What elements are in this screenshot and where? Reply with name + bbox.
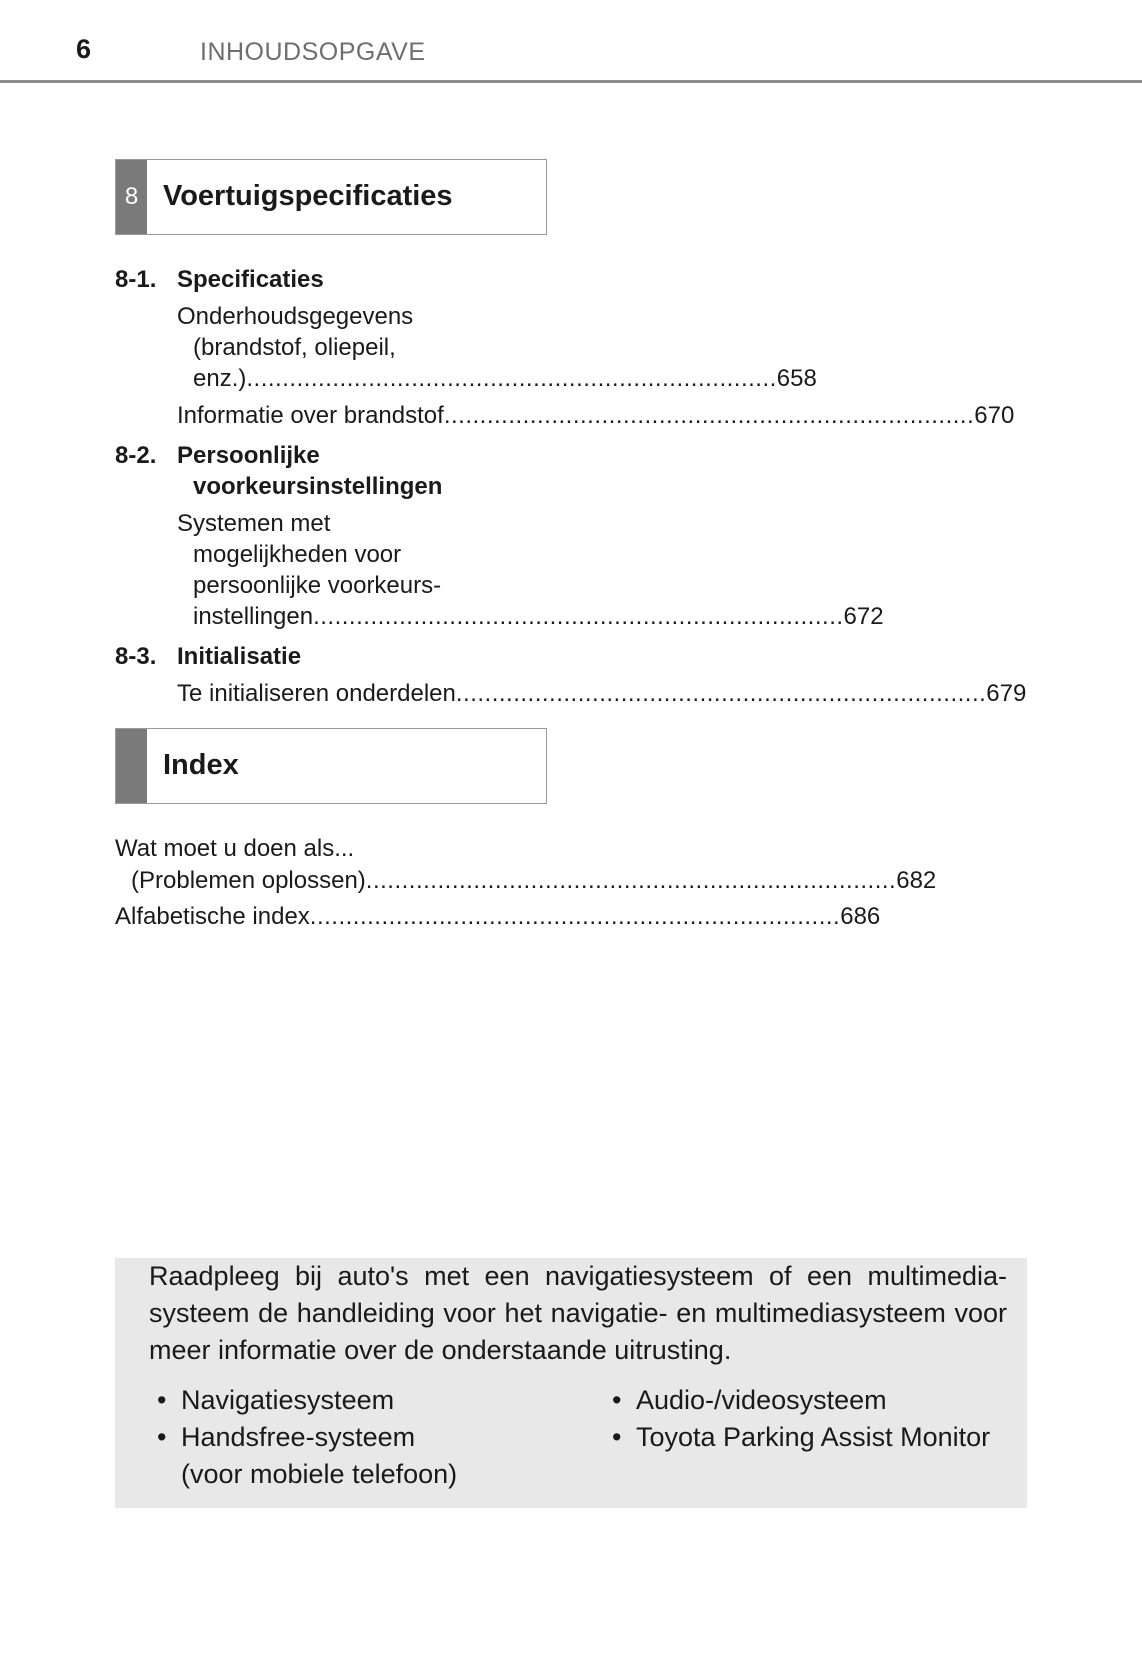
toc-entry-text: Informatie over brandstof (177, 402, 444, 429)
bullet-marker: • (157, 1422, 167, 1452)
bullet-item-continuation: (voor mobiele telefoon) (181, 1459, 458, 1489)
section-heading-voertuigspecificaties (115, 159, 547, 235)
toc-subsection-number: 8-1. (115, 266, 157, 293)
toc-page-number: 682 (896, 867, 937, 894)
toc-entry-text[interactable]: Wat moet u doen als... (115, 835, 355, 862)
dot-leader: .......................................................................... (313, 603, 844, 630)
toc-entry-text[interactable]: persoonlijke voorkeurs- (193, 572, 442, 599)
toc-entry[interactable] (115, 902, 881, 932)
toc-entry-text[interactable]: Systemen met (177, 510, 331, 537)
toc-entry-text: Alfabetische index (115, 903, 310, 930)
dot-leader: .......................................................................... (246, 365, 777, 392)
toc-entry[interactable] (193, 364, 817, 394)
bullet-item: Handsfree-systeem (181, 1422, 416, 1452)
section-heading-index (115, 728, 547, 804)
toc-subsection-title[interactable]: Persoonlijke (177, 442, 320, 469)
toc-entry[interactable] (177, 679, 1027, 709)
toc-subsection-title[interactable]: Initialisatie (177, 643, 302, 670)
toc-entry[interactable] (177, 401, 1015, 431)
toc-subsection-title[interactable]: Specificaties (177, 266, 324, 293)
toc-subsection-number: 8-2. (115, 442, 157, 469)
bullet-item: Navigatiesysteem (181, 1385, 395, 1415)
toc-entry[interactable] (193, 602, 884, 632)
toc-page-number: 670 (974, 402, 1015, 429)
toc-page-number: 686 (840, 903, 881, 930)
toc-entry-text[interactable]: Onderhoudsgegevens (177, 303, 414, 330)
bullet-marker: • (612, 1422, 622, 1452)
toc-page-number: 679 (986, 680, 1027, 707)
dot-leader: .......................................................................... (443, 402, 975, 429)
bullet-item: Audio-/videosysteem (636, 1385, 887, 1415)
bullet-item: Toyota Parking Assist Monitor (636, 1422, 991, 1452)
dot-leader: .......................................................................... (455, 680, 987, 707)
toc-page-number: 658 (776, 365, 817, 392)
toc-page-number: 672 (843, 603, 884, 630)
dot-leader: .......................................................................... (309, 903, 841, 930)
toc-entry-text: Te initialiseren onderdelen (177, 680, 456, 707)
toc-entry-text[interactable]: mogelijkheden voor (193, 541, 402, 568)
running-header-title: INHOUDSOPGAVE (200, 38, 426, 66)
toc-entry-text[interactable]: (brandstof, oliepeil, (193, 334, 396, 361)
toc-entry-text: instellingen (193, 603, 314, 630)
section-title: Index (163, 749, 239, 781)
toc-subsection-title[interactable]: voorkeursinstellingen (193, 473, 443, 500)
toc-entry-text: (Problemen oplossen) (131, 867, 366, 894)
toc-entry[interactable] (131, 866, 937, 896)
page-number: 6 (76, 34, 92, 64)
bullet-marker: • (612, 1385, 622, 1415)
toc-entry-text: enz.) (193, 365, 247, 392)
section-number-tab (116, 729, 147, 803)
header-divider (0, 80, 1142, 83)
info-note-box (115, 1258, 1027, 1508)
note-paragraph: Raadpleeg bij auto's met een navigatiesysteem of een multimedia-systeem de handleiding voor het navigatie- en multimediasysteem voor meer informatie over de onderstaande uitrusting. (149, 1261, 1007, 1365)
section-number-tab: 8 (116, 160, 147, 234)
toc-subsection-number: 8-3. (115, 643, 157, 670)
dot-leader: .......................................................................... (365, 867, 897, 894)
bullet-marker: • (157, 1385, 167, 1415)
section-title: Voertuigspecificaties (163, 180, 453, 212)
